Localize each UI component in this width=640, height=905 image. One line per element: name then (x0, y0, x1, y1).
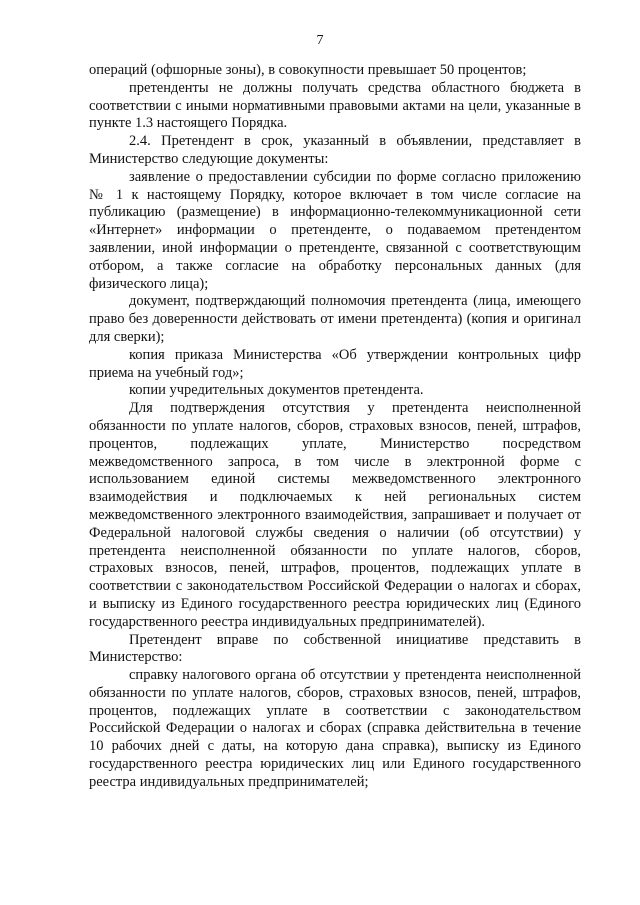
paragraph-tax-certificate: справку налогового органа об отсутствии у претендента неисполненной обязанности по уплате налогов, сборов, страховых взносов, пеней, штрафов, процентов, подлежащих уплате в соответствии с законодательством Российской Федерации о налогах и сборах (справка действительна в течение 10 рабочих дней с даты, на которую дана справка), выписку из Единого государственного реестра юридических лиц или Единого государственного реестра индивидуальных предпринимателей; (89, 667, 581, 790)
paragraph-application: заявление о предоставлении субсидии по форме согласно приложению № 1 к настоящему Порядку, которое включает в том числе согласие на публикацию (размещение) в информационно-телекоммуникационной сети «Интернет» информации о претенденте, о подаваемом претендентом заявлении, иной информации о претенденте, связанной с соответствующим отбором, а также согласие на обработку персональных данных (для физического лица); (89, 168, 581, 292)
paragraph-authority-document: документ, подтверждающий полномочия претендента (лица, имеющего право без доверенности действовать от имени претендента) (копия и оригинал для сверки); (89, 293, 581, 345)
paragraph-offshore-continuation: операций (офшорные зоны), в совокупности превышает 50 процентов; (89, 62, 527, 78)
paragraph-2-4-documents: 2.4. Претендент в срок, указанный в объявлении, представляет в Министерство следующие документы: (89, 133, 581, 167)
paragraph-ministry-order-copy: копия приказа Министерства «Об утверждении контрольных цифр приема на учебный год»; (89, 346, 581, 381)
paragraph-tax-verification: Для подтверждения отсутствия у претендента неисполненной обязанности по уплате налогов, сборов, страховых взносов, пеней, штрафов, процентов, подлежащих уплате, Министерство посредством межведомственного запроса, в том числе в электронной форме с использованием единой системы межведомственного электронного взаимодействия и подключаемых к ней региональных систем межведомственного электронного взаимодействия, запрашивает и получает от Федеральной налоговой службы сведения о наличии (об отсутствии) у претендента неисполненной обязанности по уплате налогов, сборов, страховых взносов, пеней, штрафов, процентов, подлежащих уплате в соответствии с законодательством Российской Федерации о налогах и сборах, и выписку из Единого государственного реестра юридических лиц (Единого государственного реестра индивидуальных предпринимателей). (89, 400, 581, 630)
paragraph-own-initiative: Претендент вправе по собственной инициативе представить в Министерство: (89, 631, 581, 666)
page-number: 7 (316, 33, 324, 48)
document-body (89, 62, 581, 792)
paragraph-founding-documents: копии учредительных документов претендента. (129, 382, 424, 399)
paragraph-no-regional-funds: претенденты не должны получать средства областного бюджета в соответствии с иными нормативными правовыми актами на цели, указанные в пункте 1.3 настоящего Порядка. (89, 79, 581, 132)
